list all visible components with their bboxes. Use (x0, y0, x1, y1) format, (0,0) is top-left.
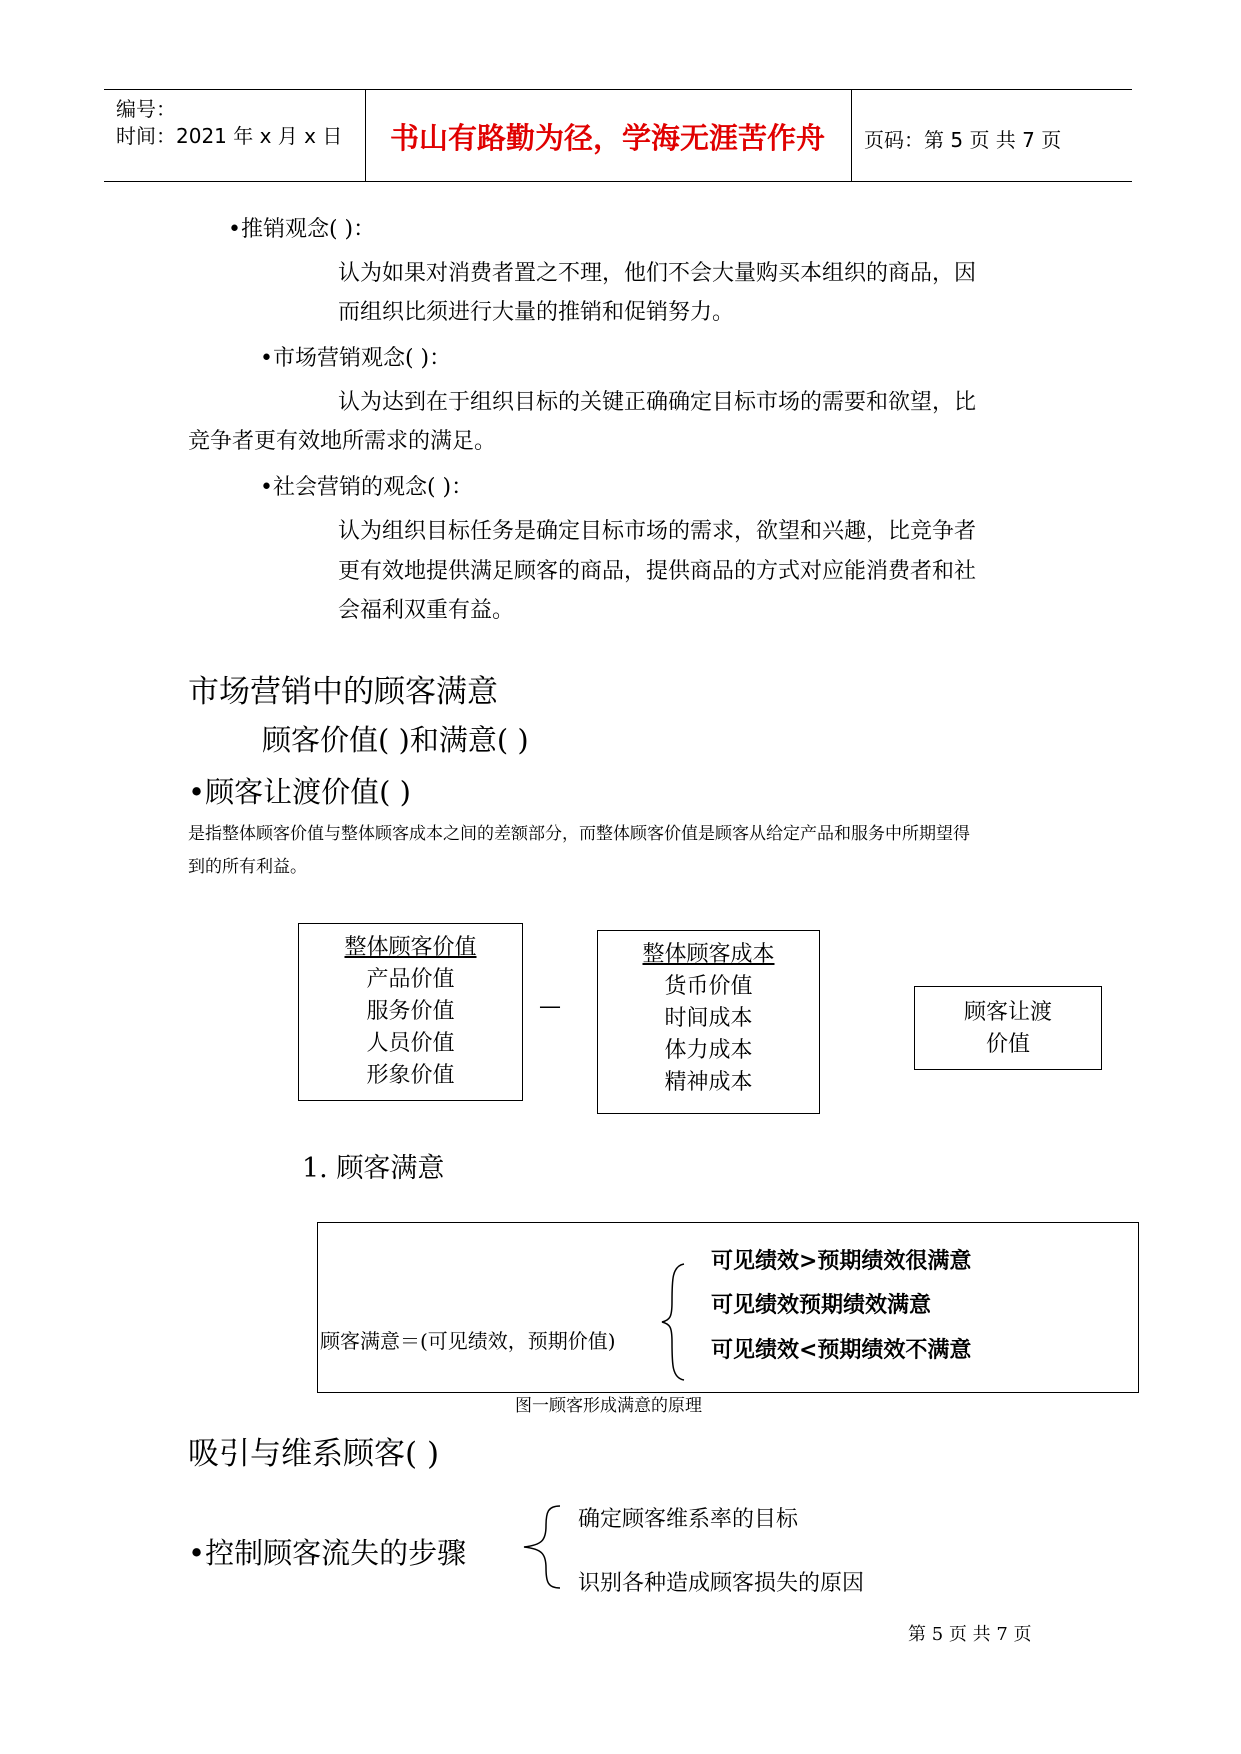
total-customer-cost-box (597, 930, 820, 1114)
definition-line: 是指整体顾客价值与整体顾客成本之间的差额部分，而整体顾客价值是顾客从给定产品和服务中所期望得 (188, 824, 970, 844)
section-heading-customer-satisfaction: 市场营销中的顾客满意 (188, 674, 498, 710)
cost-item: 货币价值 (664, 974, 753, 999)
satisfaction-brace-icon (660, 1262, 690, 1382)
header-number-label: 编号： (116, 97, 176, 121)
satisfaction-formula: 顾客满意＝(可见绩效，预期价值) (320, 1329, 616, 1353)
header-divider-left (365, 89, 366, 181)
minus-sign: — (539, 994, 561, 1019)
concept-text-line: 竞争者更有效地所需求的满足。 (188, 429, 497, 454)
figure-caption: 图一顾客形成满意的原理 (515, 1396, 702, 1416)
total-customer-value-title: 整体顾客价值 (344, 935, 477, 960)
section-heading-retention: 吸引与维系顾客( ) (188, 1436, 440, 1472)
concept-title-societal: •社会营销的观念( )： (260, 475, 474, 500)
cost-item: 体力成本 (664, 1038, 753, 1063)
cost-item: 时间成本 (664, 1006, 753, 1031)
concept-text-line: 认为达到在于组织目标的关键正确确定目标市场的需要和欲望，比 (338, 390, 977, 415)
header-bottom-rule (104, 181, 1132, 182)
value-item: 产品价值 (366, 967, 455, 992)
bullet-control-churn: •控制顾客流失的步骤 (188, 1536, 467, 1570)
delivered-value-line: 顾客让渡 (963, 1000, 1052, 1025)
header-time-label: 时间：2021 年 x 月 x 日 (116, 124, 343, 148)
concept-text-line: 认为组织目标任务是确定目标市场的需求，欲望和兴趣，比竞争者 (338, 519, 977, 544)
concept-text-line: 更有效地提供满足顾客的商品，提供商品的方式对应能消费者和社 (338, 559, 977, 584)
bullet-delivered-value: •顾客让渡价值( ) (188, 775, 411, 809)
definition-line: 到的所有利益。 (188, 857, 307, 877)
total-customer-cost-title: 整体顾客成本 (642, 942, 775, 967)
concept-text-line: 会福利双重有益。 (338, 598, 515, 623)
concept-text-line: 认为如果对消费者置之不理，他们不会大量购买本组织的商品，因 (338, 261, 977, 286)
concept-title-selling: •推销观念( )： (228, 217, 376, 242)
total-customer-value-box (298, 923, 523, 1101)
header-top-rule (104, 89, 1132, 90)
cost-item: 精神成本 (664, 1070, 753, 1095)
satisfaction-outcome-very-satisfied: 可见绩效>预期绩效很满意 (711, 1249, 972, 1274)
retention-step: 确定顾客维系率的目标 (578, 1507, 799, 1532)
delivered-value-line: 价值 (985, 1032, 1030, 1057)
satisfaction-outcome-satisfied: 可见绩效预期绩效满意 (711, 1293, 932, 1318)
header-page-code: 页码：第 5 页 共 7 页 (864, 128, 1062, 152)
section-subheading-value: 顾客价值( )和满意( ) (262, 723, 529, 757)
footer-page-number: 第 5 页 共 7 页 (908, 1624, 1032, 1645)
header-motto: 书山有路勤为径，学海无涯苦作舟 (390, 121, 826, 155)
delivered-value-box (914, 986, 1102, 1070)
concept-text-line: 而组织比须进行大量的推销和促销努力。 (338, 300, 735, 325)
retention-step: 识别各种造成顾客损失的原因 (578, 1571, 865, 1596)
value-item: 形象价值 (366, 1063, 455, 1088)
concept-title-marketing: •市场营销观念( )： (260, 346, 452, 371)
header-divider-right (851, 89, 852, 181)
value-item: 人员价值 (366, 1031, 455, 1056)
satisfaction-outcome-dissatisfied: 可见绩效<预期绩效不满意 (711, 1338, 972, 1363)
value-item: 服务价值 (366, 999, 455, 1024)
steps-brace-icon (520, 1502, 566, 1592)
item-heading-satisfaction: 1. 顾客满意 (302, 1153, 445, 1184)
